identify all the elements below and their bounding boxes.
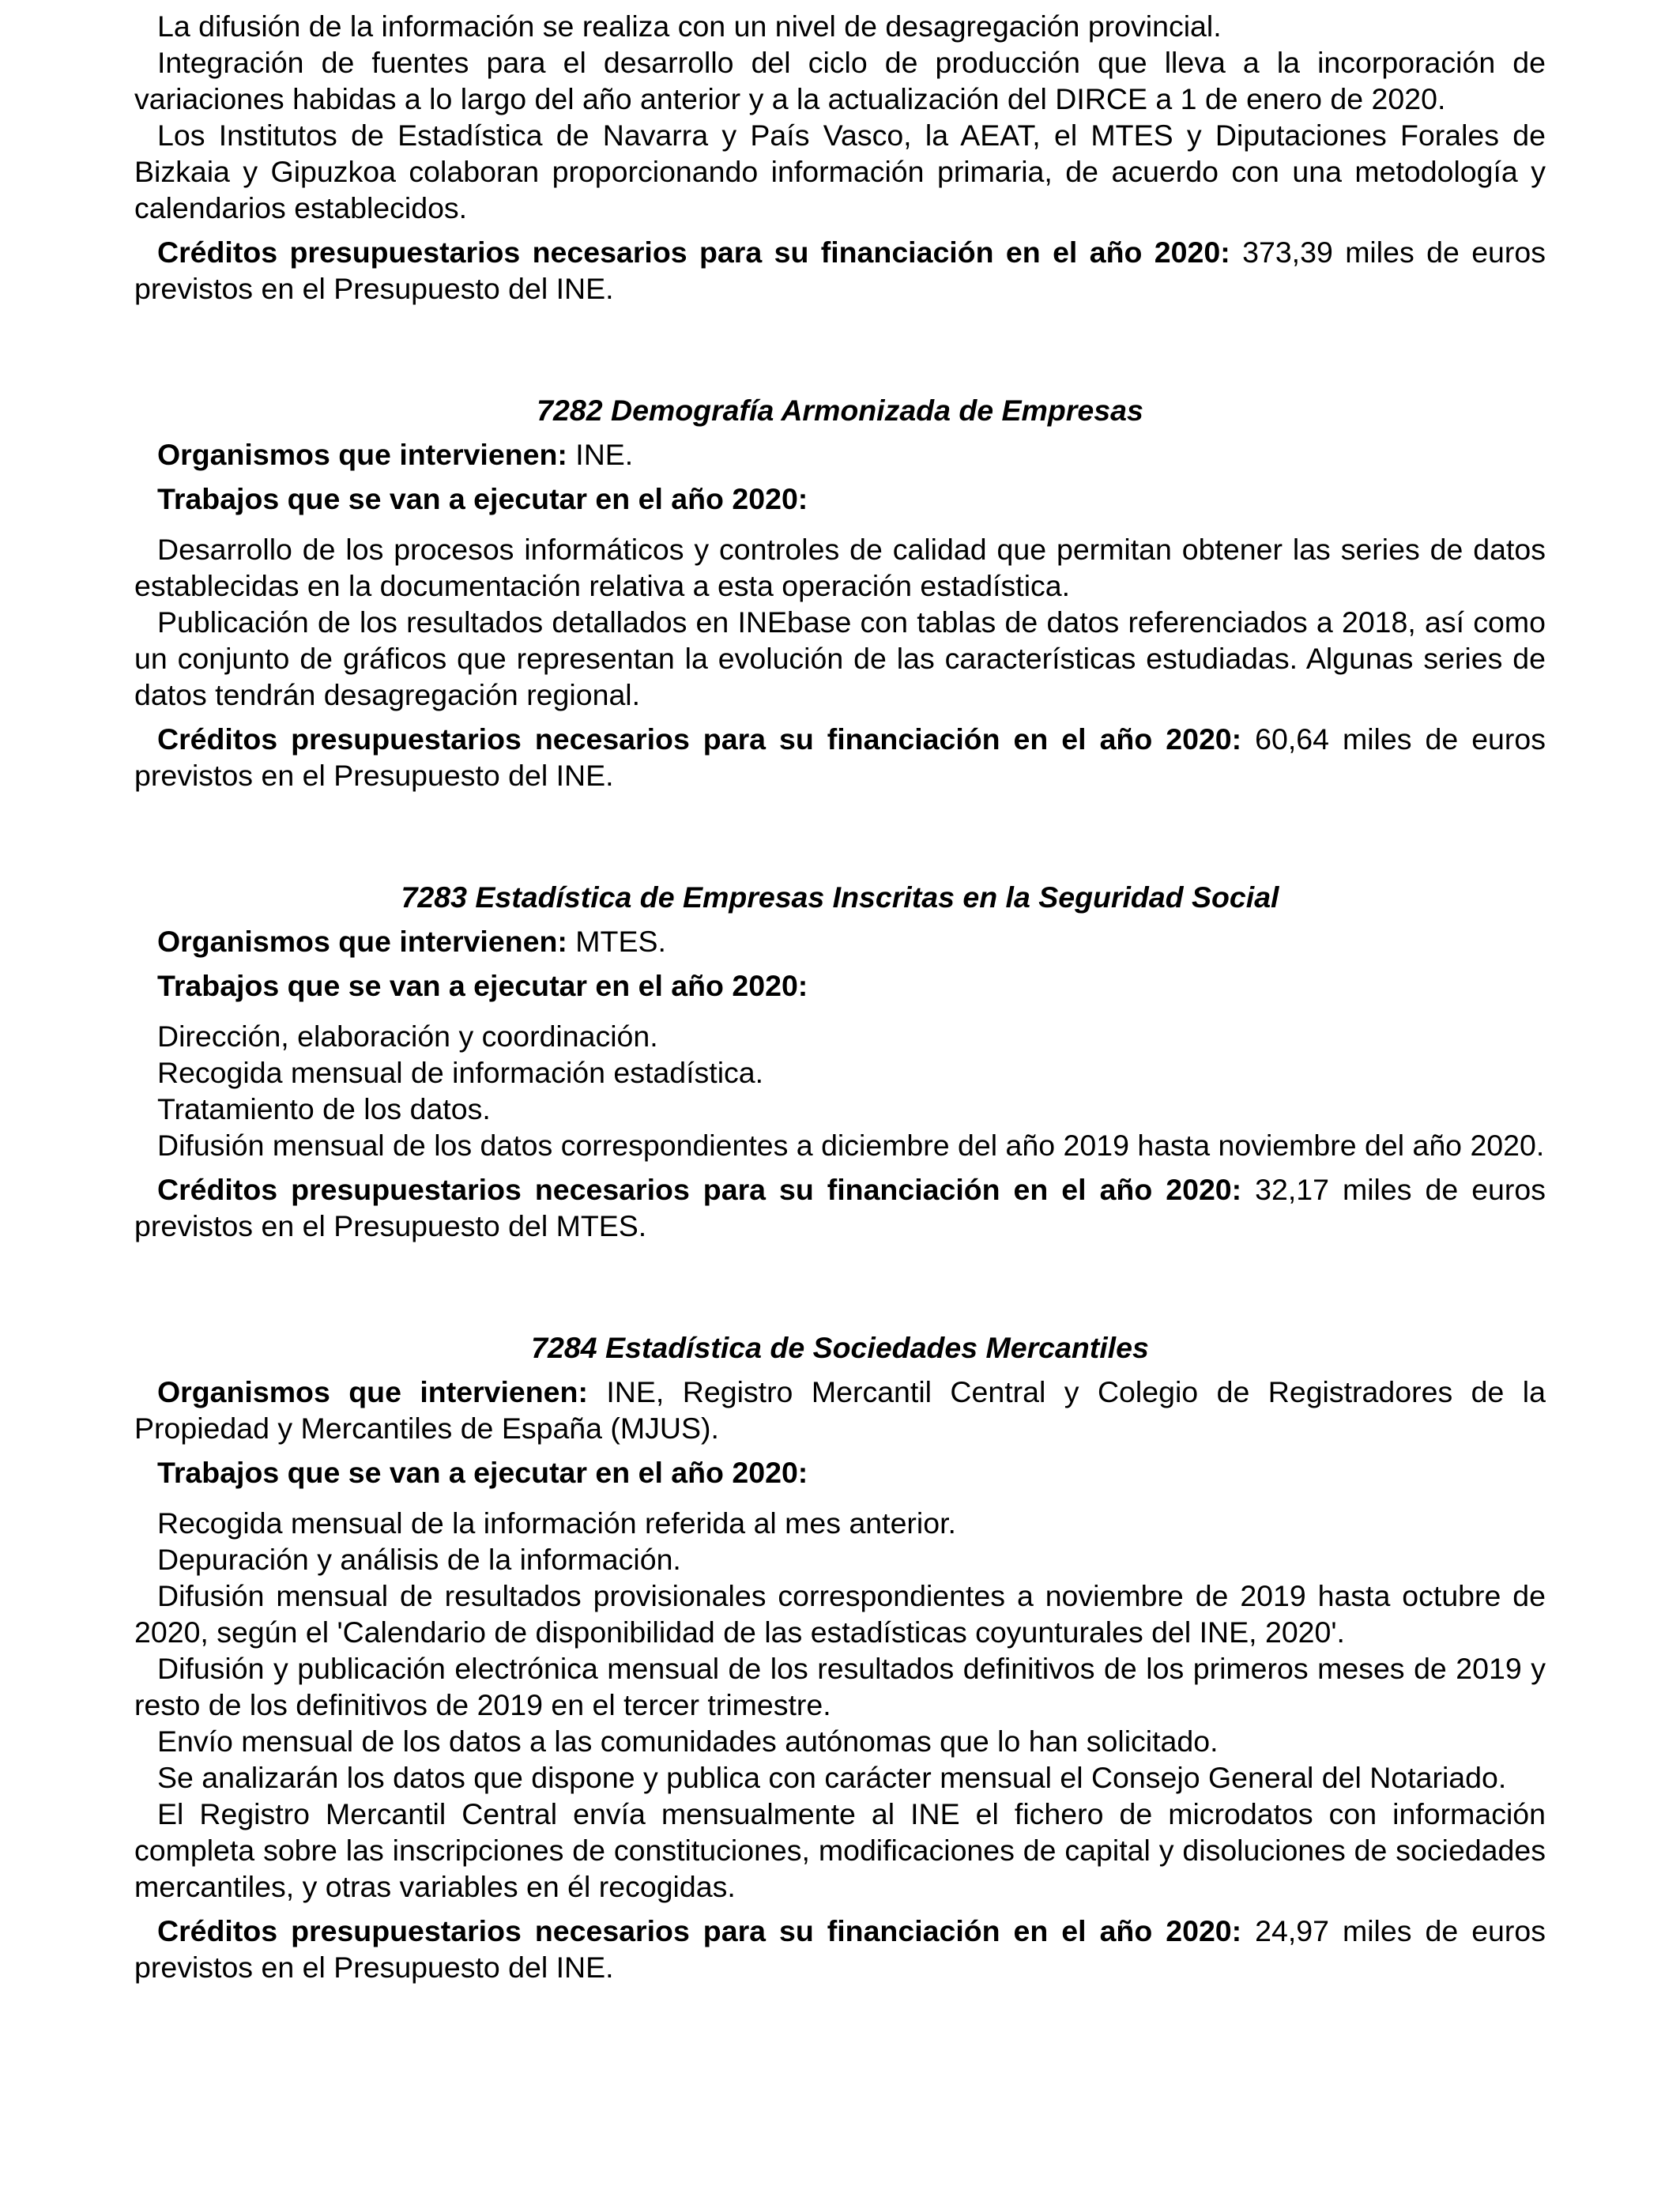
- credit-text: 32,17 miles de euros previstos en el Presupuesto del MTES.: [134, 1173, 1546, 1242]
- work-heading-7282: [134, 481, 1546, 517]
- task-7284-4: Difusión y publicación electrónica mensual de los resultados definitivos de los primeros meses de 2019 y resto de los definitivos de 2019 en el tercer trimestre.: [134, 1652, 1546, 1721]
- intro-paragraph-1: La difusión de la información se realiza con un nivel de desagregación provincial.: [157, 9, 1222, 43]
- credit-text: 60,64 miles de euros previstos en el Presupuesto del INE.: [134, 722, 1546, 792]
- task-7284-7: El Registro Mercantil Central envía mensualmente al INE el fichero de microdatos con información completa sobre las inscripciones de constituciones, modificaciones de capital y disoluciones de sociedades mercantiles, y otras variables en él recogidas.: [134, 1797, 1546, 1903]
- credit-7282: [134, 721, 1546, 794]
- intro-paragraph-3: Los Institutos de Estadística de Navarra y País Vasco, la AEAT, el MTES y Diputaciones Forales de Bizkaia y Gipuzkoa colaboran proporcionando información primaria, de acuerdo con una metodología y calendarios establecidos.: [134, 119, 1546, 224]
- work-label: Trabajos que se van a ejecutar en el año 2020:: [157, 969, 808, 1002]
- intro-credit: [134, 234, 1546, 307]
- organisms-7283: [134, 923, 1546, 959]
- organisms-7284: [134, 1374, 1546, 1446]
- credit-text: 24,97 miles de euros previstos en el Presupuesto del INE.: [134, 1914, 1546, 1984]
- section-title-7282: 7282 Demografía Armonizada de Empresas: [537, 394, 1143, 427]
- organisms-7282: [134, 436, 1546, 473]
- credit-text: 373,39 miles de euros previstos en el Presupuesto del INE.: [134, 236, 1546, 305]
- organisms-label: Organismos que intervienen:: [157, 438, 567, 471]
- work-label: Trabajos que se van a ejecutar en el año 2020:: [157, 1456, 808, 1489]
- organisms-label: Organismos que intervienen:: [157, 925, 567, 958]
- section-title-7284: 7284 Estadística de Sociedades Mercantiles: [531, 1331, 1149, 1364]
- organisms-text: INE.: [567, 438, 634, 471]
- task-7284-6: Se analizarán los datos que dispone y publica con carácter mensual el Consejo General del Notariado.: [157, 1761, 1507, 1794]
- credit-label: Créditos presupuestarios necesarios para su financiación en el año 2020:: [157, 722, 1242, 756]
- intro-paragraph-2: Integración de fuentes para el desarrollo del ciclo de producción que lleva a la incorporación de variaciones habidas a lo largo del año anterior y a la actualización del DIRCE a 1 de enero de 2020.: [134, 46, 1546, 115]
- task-7284-5: Envío mensual de los datos a las comunidades autónomas que lo han solicitado.: [157, 1725, 1219, 1758]
- task-7283-4: Difusión mensual de los datos correspondientes a diciembre del año 2019 hasta noviembre del año 2020.: [157, 1129, 1545, 1162]
- work-label: Trabajos que se van a ejecutar en el año 2020:: [157, 482, 808, 515]
- organisms-label: Organismos que intervienen:: [157, 1375, 588, 1408]
- task-7283-1: Dirección, elaboración y coordinación.: [157, 1020, 658, 1053]
- task-7284-2: Depuración y análisis de la información.: [157, 1543, 681, 1576]
- task-7284-1: Recogida mensual de la información referida al mes anterior.: [157, 1506, 956, 1540]
- task-7284-3: Difusión mensual de resultados provisionales correspondientes a noviembre de 2019 hasta octubre de 2020, según el 'Calendario de disponibilidad de las estadísticas coyunturales del INE, 2020'.: [134, 1579, 1546, 1649]
- credit-label: Créditos presupuestarios necesarios para su financiación en el año 2020:: [157, 1914, 1242, 1947]
- credit-7283: [134, 1171, 1546, 1244]
- credit-label: Créditos presupuestarios necesarios para su financiación en el año 2020:: [157, 1173, 1242, 1206]
- credit-label: Créditos presupuestarios necesarios para su financiación en el año 2020:: [157, 236, 1230, 269]
- task-7282-1: Desarrollo de los procesos informáticos y controles de calidad que permitan obtener las series de datos establecidas en la documentación relativa a esta operación estadística.: [134, 533, 1546, 602]
- task-7282-2: Publicación de los resultados detallados en INEbase con tablas de datos referenciados a 2018, así como un conjunto de gráficos que representan la evolución de las características estudiadas. Algunas series de datos tendrán desagregación regional.: [134, 605, 1546, 711]
- organisms-text: INE, Registro Mercantil Central y Colegio de Registradores de la Propiedad y Mercantiles de España (MJUS).: [134, 1375, 1546, 1445]
- organisms-text: MTES.: [567, 925, 666, 958]
- credit-7284: [134, 1913, 1546, 1985]
- section-title-7283: 7283 Estadística de Empresas Inscritas en la Seguridad Social: [401, 880, 1279, 914]
- task-7283-2: Recogida mensual de información estadística.: [157, 1056, 764, 1089]
- task-7283-3: Tratamiento de los datos.: [157, 1092, 491, 1125]
- work-heading-7283: [134, 967, 1546, 1004]
- work-heading-7284: [134, 1454, 1546, 1491]
- document-page: [134, 0, 1546, 1985]
